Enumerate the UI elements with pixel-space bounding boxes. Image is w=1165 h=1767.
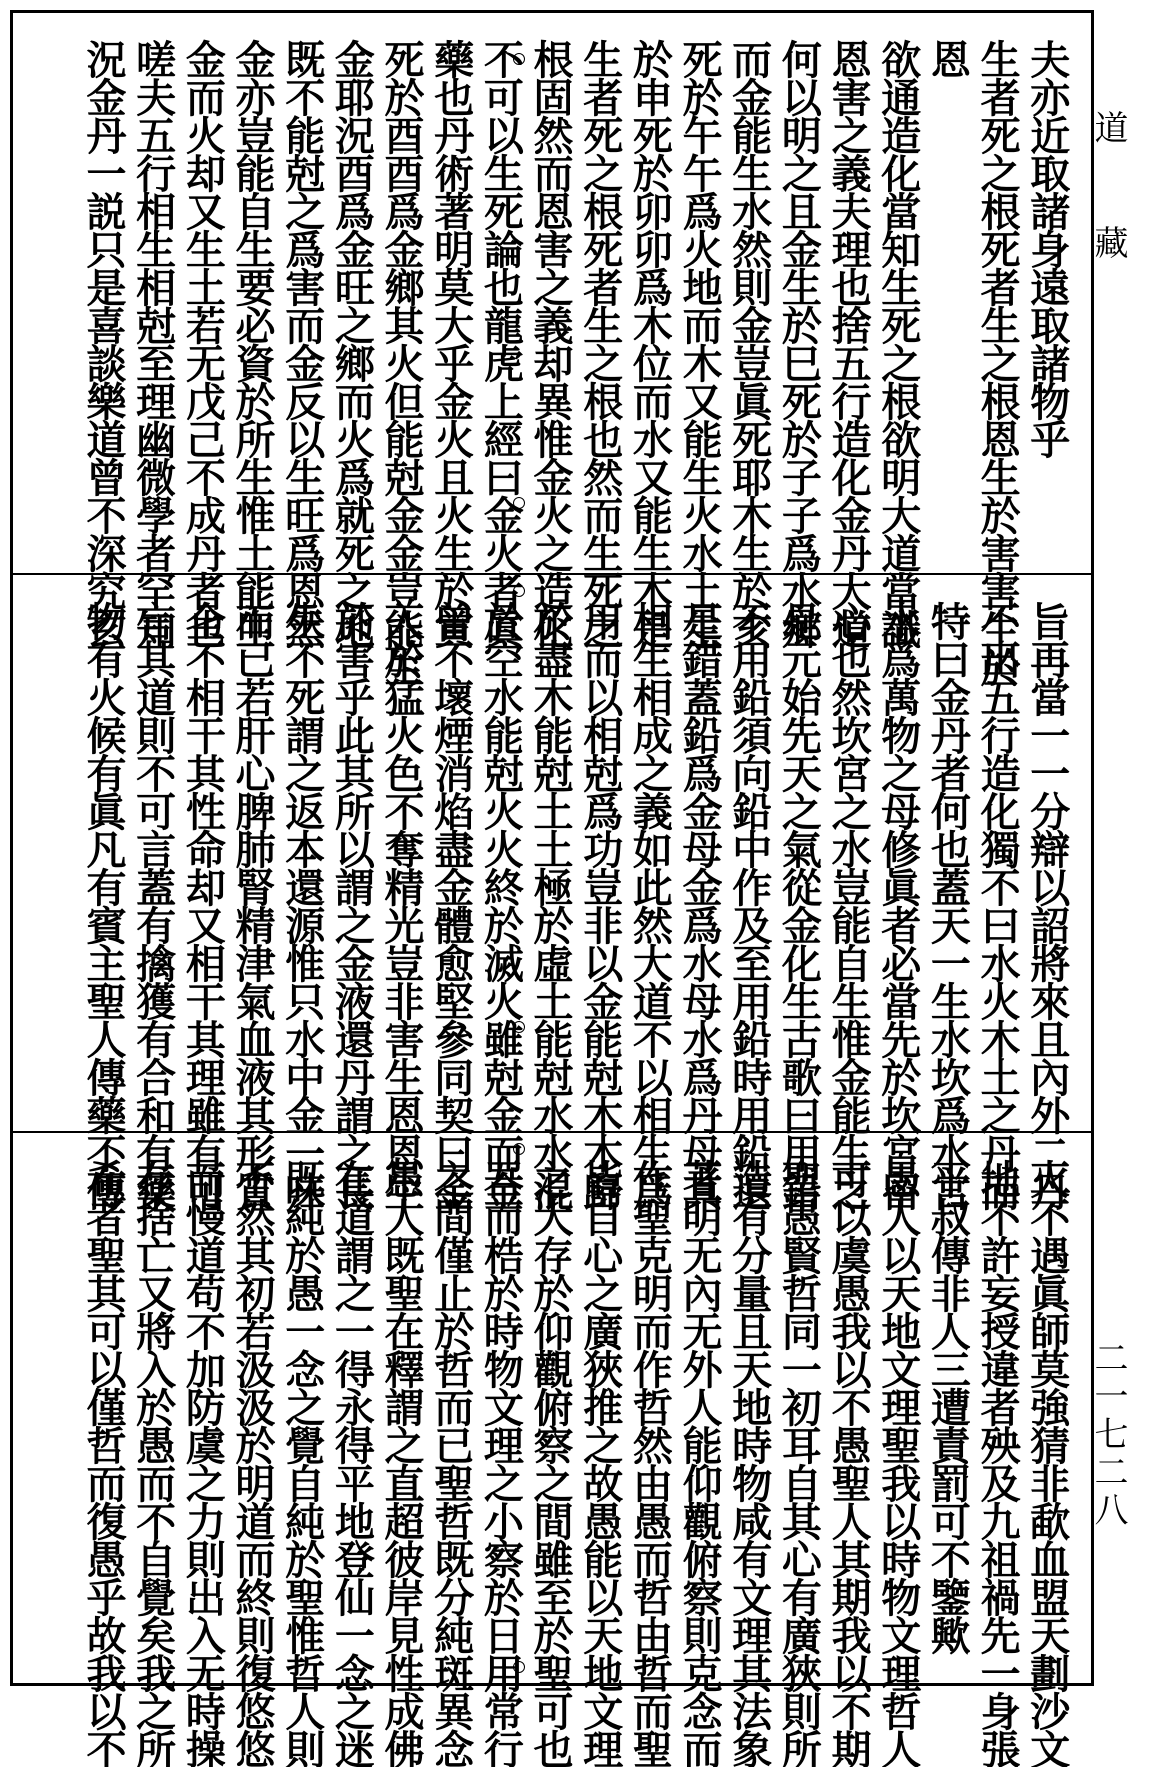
text-column: 入於猛火色不奪精光豈非害生恩恩生 [378, 601, 426, 1209]
text-column: 金耶況酉爲金旺之鄉而火爲就死之地 [328, 39, 376, 647]
collection-title-char-2: 藏 [1088, 225, 1128, 259]
text-column: 於害乎此其所以謂之金液還丹謂之長 [328, 601, 376, 1209]
column-group [80, 1159, 1071, 1767]
text-column: 而已若肝心脾肺腎精津氣血液其形質 [229, 601, 277, 1209]
outer-margin [1088, 0, 1165, 1694]
text-column: 藥也丹術著明莫大乎金火且火生於寅 [427, 39, 475, 647]
text-column: 根固然而恩害之義却異惟金火之造化 [527, 39, 575, 647]
text-column: 死於午午爲火地而木又能生火水土生 [676, 39, 724, 647]
text-column: 欲通造化當知生死之根欲明大道當識 [874, 39, 922, 647]
text-column: 吾而梏於時物文理之小察於日用常行 [477, 1159, 525, 1767]
text-column: 全不相干其性命却又相干其理雖有可 [179, 601, 227, 1209]
text-column: 火不遇眞師莫強猜非歃血盟天劃沙文 [1023, 1159, 1071, 1767]
text-column: 生不死謂之返本還源惟只水中金一味 [278, 601, 326, 1209]
text-column: 生者死之根死者生之根恩生於害害生於 [974, 39, 1022, 685]
text-column: 曾不壞煙消焰盡金體愈堅參同契曰金 [427, 601, 475, 1209]
punctuation-circle-mark [513, 1661, 525, 1673]
punctuation-circle-mark [513, 1021, 525, 1033]
text-column: 於申死於卯卯爲木位而水又能生木是 [626, 39, 674, 647]
text-column: 死於酉酉爲金鄉其火但能尅金金豈能生 [378, 39, 426, 685]
column-group [80, 39, 1071, 685]
text-column: 夫亦近取諸身遠取諸物乎 [1023, 39, 1071, 457]
text-column: 著明无內无外人能仰觀俯察則克念而 [676, 1159, 724, 1767]
text-column: 不出五行造化獨不曰水火木土之丹而 [974, 601, 1022, 1209]
text-column: 愚人以天地文理聖我以時物文理哲人 [874, 1159, 922, 1767]
text-column: 特曰金丹者何也蓋天一生水坎爲水宮 [924, 601, 972, 1209]
text-column: 作聖克明而作哲然由愚而哲由哲而聖 [626, 1159, 674, 1767]
text-column: 希者聖其可以僅哲而復愚乎故我以不 [80, 1159, 127, 1767]
punctuation-circle-mark [513, 53, 525, 65]
text-column: 不然其初若汲汲於明道而終則復悠悠 [229, 1159, 277, 1767]
text-column: 用而以相尅爲功豈非以金能尅木木歸 [576, 601, 624, 1209]
text-column: 金亦豈能自生要必資於所生惟土能生 [229, 39, 277, 647]
text-column: 皆自心之廣狹推之故愚能以天地文理 [576, 1159, 624, 1767]
punctuation-circle-mark [513, 585, 525, 597]
text-column: 之間僅止於哲而已聖哲既分純斑異念 [427, 1159, 475, 1767]
text-column: 於盡木能尅土土極於虛土能尅水水混 [527, 601, 575, 1209]
page-number: 二一七二八 [1088, 1340, 1128, 1530]
text-column: 恩害之義夫理也捨五行造化金丹大道 [825, 39, 873, 647]
punctuation-circle-mark [513, 1143, 525, 1155]
text-column: 可以虞愚我以不愚聖人其期我以不期 [825, 1159, 873, 1767]
text-column: 既不能尅之爲害而金反以生旺爲恩然 [278, 39, 326, 647]
text-column: 生者死之根死者生之根也然而生死之 [576, 39, 624, 647]
text-column: 聖愚賢哲同一初耳自其心有廣狹則所 [775, 1159, 823, 1767]
text-column: 造有分量且天地時物咸有文理其法象 [725, 1159, 773, 1767]
text-column: 而金能生水然則金豈眞死耶木生於亥 [725, 39, 773, 647]
text-column: 是錯蓋鉛爲金母金爲水母水爲丹母其 [676, 601, 724, 1209]
text-column: 水爲萬物之母修眞者必當先於坎宮留 [874, 601, 922, 1209]
text-column: 不用鉛須向鉛中作及至用鉛時用鉛還 [725, 601, 773, 1209]
text-panel-bottom [13, 1131, 1091, 1767]
text-column: 存捨亡又將入於愚而不自覺矣我之所 [129, 1159, 177, 1767]
text-column: 愚人既聖在釋謂之直超彼岸見性成佛 [378, 1159, 426, 1767]
text-column: 地不許妄授違者殃及九祖禍先一身張 [974, 1159, 1022, 1767]
text-column: 相生相成之義如此然大道不以相生爲 [626, 601, 674, 1209]
text-panel-middle [13, 573, 1091, 1209]
text-column: 而慢道苟不加防虞之力則出入无時操 [179, 1159, 227, 1767]
column-group [80, 601, 1071, 1209]
text-column: 況金丹一説只是喜談樂道曾不深究玄 [80, 39, 127, 647]
page-frame [10, 10, 1094, 1767]
text-column: 是元始先天之氣從金化生古歌曰用鉛 [775, 601, 823, 1209]
text-column: 之大存於仰觀俯察之間雖至於聖可也 [527, 1159, 575, 1767]
text-column: 言其道則不可言蓋有擒獲有合和有藥 [129, 601, 177, 1209]
text-panel-top [13, 13, 1091, 685]
text-column: 既純於愚一念之覺自純於聖惟哲人則 [278, 1159, 326, 1767]
text-column: 心也然坎宮之水豈能自生惟金能生之 [825, 601, 873, 1209]
text-column: 平叔傳非人三遭責罰可不鑒歟 [924, 1159, 972, 1653]
text-column: 何以明之且金生於巳死於子子爲水鄉 [775, 39, 823, 647]
text-column: 嗟夫五行相生相尅至理幽微學者罕知 [129, 39, 177, 647]
text-column: 在道謂之一得永得平地登仙一念之迷 [328, 1159, 376, 1767]
text-column: 恩 [924, 39, 972, 77]
collection-title-char-1: 道 [1088, 110, 1128, 144]
text-column: 旨再當一一分辯以詔將來且內外二丹 [1023, 601, 1071, 1209]
text-column: 金而火却又生土若无戊己不成丹者也 [179, 39, 227, 647]
punctuation-circle-mark [513, 497, 525, 509]
text-column: 物有火候有眞凡有賓主聖人傳藥不傳 [80, 601, 127, 1209]
text-column: 於空水能尅火火終於滅火雖尅金而金 [477, 601, 525, 1209]
text-column: 不可以生死論也龍虎上經曰金火者眞 [477, 39, 525, 647]
